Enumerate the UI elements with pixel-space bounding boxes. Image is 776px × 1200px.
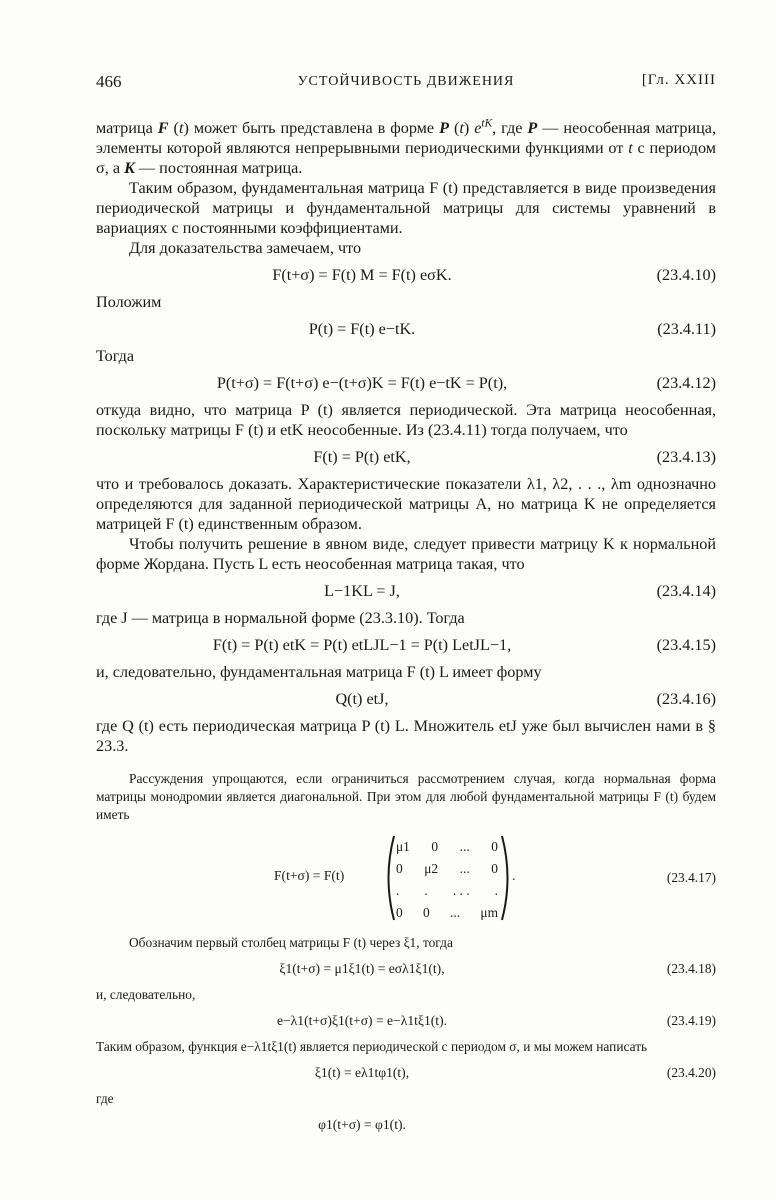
paragraph-9: где J — матрица в нормальной форме (23.3.10). Тогда: [96, 609, 465, 627]
equation-formula: Q(t) etJ,: [335, 690, 389, 708]
equation-formula: ξ1(t+σ) = μ1ξ1(t) = eσλ1ξ1(t),: [279, 961, 445, 976]
equation-number: (23.4.11): [657, 320, 716, 338]
equation-number: (23.4.20): [666, 1065, 716, 1080]
diagonal-matrix: [396, 836, 498, 924]
equation-number: (23.4.12): [656, 374, 716, 392]
equation-23-4-17: [96, 830, 716, 926]
paragraph-7: что и требовалось доказать. Характеристические показатели λ1, λ2, . . ., λm однозначно определяются для заданной периодической матрицы A, но матрица K не определяется матрицей F (t) единственным образом.: [96, 475, 716, 533]
paragraph-6: откуда видно, что матрица P (t) является периодической. Эта матрица неособенная, поскольку матрицы F (t) и etK неособенные. Из (23.4.11) тогда получаем, что: [96, 401, 716, 439]
left-parenthesis: [382, 834, 396, 922]
paragraph-10: и, следовательно, фундаментальная матрица F (t) L имеет форму: [96, 663, 542, 681]
equation-23-4-14: [96, 581, 716, 601]
equation-23-4-10: [96, 265, 716, 285]
equation-23-4-12: [96, 373, 716, 393]
matrix-equation-lhs: F(t+σ) = F(t): [274, 868, 345, 883]
equation-23-4-16: [96, 689, 716, 709]
equation-23-4-13: [96, 447, 716, 467]
paragraph-13: Обозначим первый столбец матрицы F (t) через ξ1, тогда: [129, 935, 453, 950]
equation-number: (23.4.15): [656, 636, 716, 654]
equation-number: (23.4.16): [656, 690, 716, 708]
equation-23-4-18: [96, 959, 716, 979]
equation-formula: P(t) = F(t) e−tK.: [308, 320, 416, 338]
paragraph-12: Рассуждения упрощаются, если ограничиться рассмотрением случая, когда нормальная форма матрицы монодромии является диагональной. При этом для любой фундаментальной матрицы F (t) будем иметь: [96, 771, 716, 822]
matrix-row: 0 0 ... μm: [396, 905, 498, 920]
equation-periodicity: [96, 1115, 716, 1135]
equation-number: (23.4.10): [656, 266, 716, 284]
matrix-row: μ1 0 ... 0: [396, 839, 498, 854]
page-body: [96, 118, 716, 1142]
equation-number: (23.4.18): [666, 961, 716, 976]
page-number: 466: [96, 72, 122, 91]
paragraph-11: где Q (t) есть периодическая матрица P (t) L. Множитель etJ уже был вычислен нами в § 23.3.: [96, 717, 716, 755]
equation-number: (23.4.13): [656, 448, 716, 466]
equation-number: (23.4.17): [666, 870, 716, 885]
equation-formula: e−λ1(t+σ)ξ1(t+σ) = e−λ1tξ1(t).: [276, 1013, 447, 1028]
small-print-section: [96, 770, 716, 1135]
chapter-label: [Гл. XXIII: [641, 72, 716, 88]
paragraph-4: Положим: [96, 293, 162, 311]
paragraph-14: и, следовательно,: [96, 987, 196, 1002]
equation-formula: F(t) = P(t) etK,: [313, 448, 411, 466]
matrix-row: . . . . . .: [396, 883, 498, 898]
equation-number: (23.4.19): [666, 1013, 716, 1028]
equation-number: (23.4.14): [656, 582, 716, 600]
equation-formula: P(t+σ) = F(t+σ) e−(t+σ)K = F(t) e−tK = P(t),: [216, 374, 508, 392]
equation-formula: F(t) = P(t) etK = P(t) etLJL−1 = P(t) LetJL−1,: [212, 636, 512, 654]
equation-23-4-20: [96, 1063, 716, 1083]
matrix-period: .: [512, 868, 516, 883]
equation-23-4-11: [96, 319, 716, 339]
equation-formula: L−1KL = J,: [324, 582, 400, 600]
matrix-row: 0 μ2 ... 0: [396, 861, 498, 876]
paragraph-5: Тогда: [96, 347, 135, 365]
equation-23-4-15: [96, 635, 716, 655]
paragraph-8: Чтобы получить решение в явном виде, следует привести матрицу K к нормальной форме Жордана. Пусть L есть неособенная матрица такая, что: [96, 535, 716, 573]
running-header: [96, 72, 716, 94]
paragraph-2: Таким образом, фундаментальная матрица F (t) представляется в виде произведения периодической матрицы и фундаментальной матрицы для системы уравнений в вариациях с постоянными коэффициентами.: [96, 179, 716, 237]
paragraph-16: где: [96, 1091, 114, 1106]
equation-formula: ξ1(t) = eλ1tφ1(t),: [314, 1065, 410, 1080]
equation-formula: φ1(t+σ) = φ1(t).: [318, 1117, 406, 1132]
paragraph-3: Для доказательства замечаем, что: [129, 239, 362, 257]
paragraph-15: Таким образом, функция e−λ1tξ1(t) является периодической с периодом σ, и мы можем написать: [96, 1039, 648, 1054]
running-title: УСТОЙЧИВОСТЬ ДВИЖЕНИЯ: [297, 74, 515, 89]
equation-formula: F(t+σ) = F(t) M = F(t) eσK.: [272, 266, 452, 284]
equation-23-4-19: [96, 1011, 716, 1031]
paragraph-1: матрица F (t) может быть представлена в форме P (t) $e^{tK}$, где P — неособенная матрица, элементы которой являются непрерывными периодическими функциями от t с периодом σ, а K — постоянная матрица.: [96, 117, 717, 177]
